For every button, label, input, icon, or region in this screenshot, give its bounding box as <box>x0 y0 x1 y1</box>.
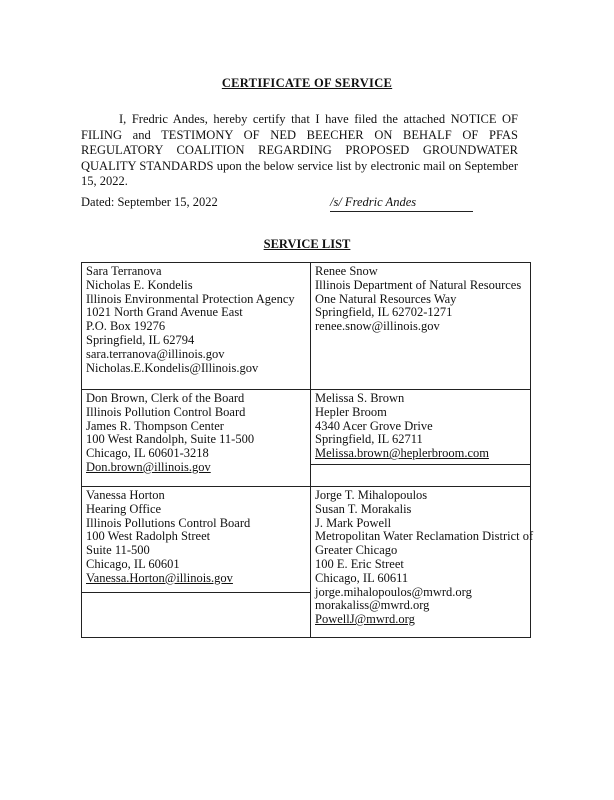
contact-line: Springfield, IL 62702-1271 <box>315 305 453 320</box>
service-contact-cell <box>311 390 531 487</box>
contact-email-link[interactable]: Don.brown@illinois.gov <box>86 459 211 474</box>
contact-line: Illinois Environmental Protection Agency <box>86 291 295 306</box>
contact-line: Illinois Pollution Control Board <box>86 404 246 419</box>
contact-line: Don Brown, Clerk of the Board <box>86 391 245 405</box>
contact-line: Chicago, IL 60601 <box>86 556 180 571</box>
contact-email: sara.terranova@illinois.gov <box>86 346 225 361</box>
service-list-table <box>81 262 534 638</box>
contact-line: P.O. Box 19276 <box>86 319 166 334</box>
service-contact-cell <box>311 263 531 390</box>
contact-line: Metropolitan Water Reclamation District of <box>315 529 534 544</box>
contact-line: Hepler Broom <box>315 404 387 419</box>
contact-line: J. Mark Powell <box>315 515 392 530</box>
dated-line: Dated: September 15, 2022 <box>81 195 218 209</box>
contact-email-link[interactable]: Vanessa.Horton@illinois.gov <box>86 570 233 585</box>
contact-line: James R. Thompson Center <box>86 418 224 433</box>
contact-line: Chicago, IL 60611 <box>315 570 409 585</box>
service-contact-cell <box>82 390 311 487</box>
contact-line: Renee Snow <box>315 264 378 278</box>
contact-line: 1021 North Grand Avenue East <box>86 305 243 320</box>
certification-paragraph: I, Fredric Andes, hereby certify that I have filed the attached NOTICE OF FILING and TESTIMONY OF NED BEECHER ON BEHALF OF PFAS REGULATORY COALITION REGARDING PROPOSED GROUNDWATER QUALITY STANDARDS upon the below service list by electronic mail on September 15, 2022. <box>81 112 518 188</box>
contact-line: 100 E. Eric Street <box>315 556 404 571</box>
service-contact-cell <box>82 487 311 638</box>
contact-line: Springfield, IL 62794 <box>86 332 195 347</box>
contact-email: jorge.mihalopoulos@mwrd.org <box>315 584 472 599</box>
contact-email: morakaliss@mwrd.org <box>315 598 430 613</box>
contact-line: 4340 Acer Grove Drive <box>315 418 433 433</box>
contact-email: Nicholas.E.Kondelis@Illinois.gov <box>86 360 259 375</box>
contact-line: Sara Terranova <box>86 264 162 278</box>
contact-line: Greater Chicago <box>315 543 398 558</box>
contact-line: Vanessa Horton <box>86 488 165 502</box>
service-row <box>82 263 531 390</box>
service-list-title: SERVICE LIST <box>263 237 351 251</box>
contact-line: Hearing Office <box>86 501 162 516</box>
contact-block <box>311 390 530 465</box>
service-contact-cell <box>82 263 311 390</box>
contact-block <box>82 487 310 593</box>
service-row <box>82 390 531 487</box>
contact-line: One Natural Resources Way <box>315 291 457 306</box>
contact-line: Chicago, IL 60601-3218 <box>86 446 209 461</box>
service-contact-cell <box>311 487 534 638</box>
contact-line: 100 West Radolph Street <box>86 529 211 544</box>
contact-line: Springfield, IL 62711 <box>315 432 423 447</box>
contact-line: 100 West Randolph, Suite 11-500 <box>86 432 255 447</box>
contact-line: Suite 11-500 <box>86 543 150 558</box>
service-row <box>82 487 531 638</box>
contact-line: Illinois Department of Natural Resources <box>315 277 522 292</box>
contact-line: Melissa S. Brown <box>315 391 405 405</box>
contact-line: Illinois Pollutions Control Board <box>86 515 251 530</box>
contact-line: Susan T. Morakalis <box>315 501 412 516</box>
contact-line: Jorge T. Mihalopoulos <box>315 488 428 502</box>
certificate-title: CERTIFICATE OF SERVICE <box>221 76 393 90</box>
contact-email: renee.snow@illinois.gov <box>315 319 440 334</box>
signature-line: /s/ Fredric Andes <box>330 195 473 212</box>
contact-email-link[interactable]: Melissa.brown@heplerbroom.com <box>315 446 489 461</box>
contact-line: Nicholas E. Kondelis <box>86 277 193 292</box>
contact-email-link[interactable]: PowellJ@mwrd.org <box>315 612 415 627</box>
